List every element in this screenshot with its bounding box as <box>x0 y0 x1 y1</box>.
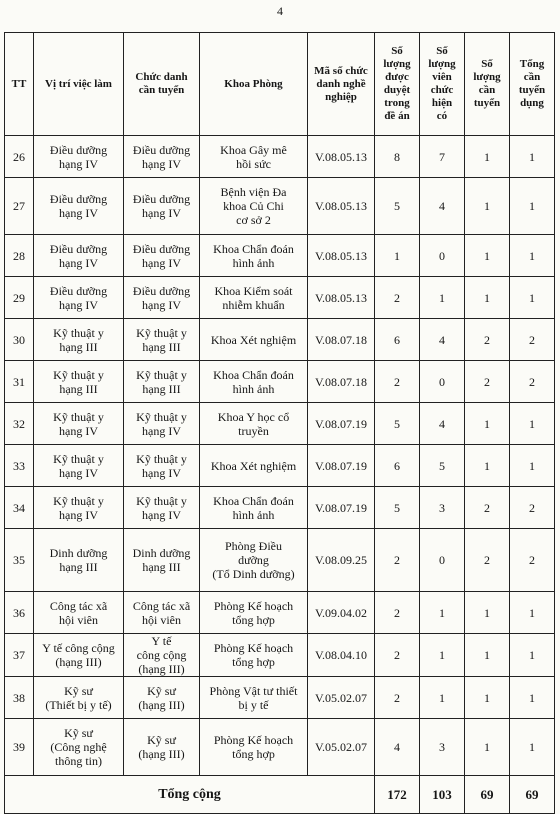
total-label: Tổng cộng <box>5 776 375 814</box>
row-approved: 2 <box>375 529 420 592</box>
row-total: 1 <box>510 235 555 277</box>
row-department: Khoa Gây mê hồi sức <box>200 136 308 178</box>
row-code: V.05.02.07 <box>308 719 375 776</box>
row-approved: 2 <box>375 592 420 634</box>
row-approved: 2 <box>375 634 420 677</box>
header-code: Mã số chức danh nghề nghiệp <box>308 33 375 136</box>
row-title: Kỹ sư (hạng III) <box>124 677 200 719</box>
row-current: 4 <box>420 178 465 235</box>
row-approved: 6 <box>375 319 420 361</box>
row-tt: 33 <box>5 445 34 487</box>
row-position: Công tác xã hội viên <box>34 592 124 634</box>
row-total: 2 <box>510 361 555 403</box>
row-position: Kỹ thuật y hạng III <box>34 319 124 361</box>
row-department: Phòng Kế hoạch tổng hợp <box>200 592 308 634</box>
row-tt: 29 <box>5 277 34 319</box>
row-tt: 27 <box>5 178 34 235</box>
row-approved: 5 <box>375 487 420 529</box>
total-row <box>5 776 555 814</box>
row-position: Điều dưỡng hạng IV <box>34 136 124 178</box>
row-needed: 2 <box>465 361 510 403</box>
row-current: 5 <box>420 445 465 487</box>
row-title: Kỹ thuật y hạng IV <box>124 403 200 445</box>
row-total: 1 <box>510 403 555 445</box>
row-total: 1 <box>510 277 555 319</box>
row-total: 2 <box>510 319 555 361</box>
row-title: Kỹ thuật y hạng IV <box>124 445 200 487</box>
row-approved: 5 <box>375 403 420 445</box>
row-approved: 6 <box>375 445 420 487</box>
table-row <box>5 592 555 634</box>
table-body <box>5 136 555 776</box>
row-current: 1 <box>420 677 465 719</box>
table-row <box>5 677 555 719</box>
row-position: Kỹ sư (Thiết bị y tế) <box>34 677 124 719</box>
row-total: 1 <box>510 592 555 634</box>
row-total: 2 <box>510 487 555 529</box>
row-position: Kỹ thuật y hạng IV <box>34 487 124 529</box>
row-needed: 2 <box>465 487 510 529</box>
row-position: Kỹ thuật y hạng IV <box>34 445 124 487</box>
row-title: Kỹ sư (hạng III) <box>124 719 200 776</box>
header-needed: Số lượng cần tuyển <box>465 33 510 136</box>
row-total: 2 <box>510 529 555 592</box>
row-tt: 37 <box>5 634 34 677</box>
total-recruit: 69 <box>510 776 555 814</box>
row-needed: 2 <box>465 319 510 361</box>
table-row <box>5 277 555 319</box>
table-row <box>5 487 555 529</box>
table-row <box>5 445 555 487</box>
row-current: 0 <box>420 361 465 403</box>
row-position: Điều dưỡng hạng IV <box>34 277 124 319</box>
row-total: 1 <box>510 634 555 677</box>
row-position: Điều dưỡng hạng IV <box>34 235 124 277</box>
row-tt: 26 <box>5 136 34 178</box>
table-row <box>5 178 555 235</box>
row-code: V.08.05.13 <box>308 136 375 178</box>
total-current: 103 <box>420 776 465 814</box>
row-approved: 2 <box>375 361 420 403</box>
row-code: V.08.07.19 <box>308 445 375 487</box>
row-needed: 1 <box>465 277 510 319</box>
row-code: V.08.05.13 <box>308 277 375 319</box>
row-code: V.08.07.18 <box>308 361 375 403</box>
table-row <box>5 136 555 178</box>
row-tt: 30 <box>5 319 34 361</box>
row-title: Dinh dưỡng hạng III <box>124 529 200 592</box>
row-current: 1 <box>420 592 465 634</box>
row-position: Điều dưỡng hạng IV <box>34 178 124 235</box>
row-needed: 1 <box>465 592 510 634</box>
row-department: Khoa Y học cổ truyền <box>200 403 308 445</box>
row-current: 1 <box>420 634 465 677</box>
row-title: Điều dưỡng hạng IV <box>124 277 200 319</box>
row-code: V.08.05.13 <box>308 235 375 277</box>
row-current: 7 <box>420 136 465 178</box>
row-needed: 1 <box>465 235 510 277</box>
row-code: V.08.04.10 <box>308 634 375 677</box>
row-tt: 32 <box>5 403 34 445</box>
row-title: Công tác xã hội viên <box>124 592 200 634</box>
row-code: V.08.07.18 <box>308 319 375 361</box>
row-department: Khoa Kiểm soát nhiễm khuẩn <box>200 277 308 319</box>
table-row <box>5 235 555 277</box>
row-department: Phòng Điều dưỡng (Tổ Dinh dưỡng) <box>200 529 308 592</box>
row-needed: 1 <box>465 634 510 677</box>
row-position: Kỹ sư (Công nghệ thông tin) <box>34 719 124 776</box>
row-title: Kỹ thuật y hạng III <box>124 319 200 361</box>
row-total: 1 <box>510 677 555 719</box>
row-total: 1 <box>510 136 555 178</box>
row-current: 3 <box>420 719 465 776</box>
row-approved: 8 <box>375 136 420 178</box>
row-department: Phòng Kế hoạch tổng hợp <box>200 719 308 776</box>
table-row <box>5 403 555 445</box>
row-position: Kỹ thuật y hạng IV <box>34 403 124 445</box>
page-number: 4 <box>277 4 283 18</box>
table-row <box>5 529 555 592</box>
header-current: Số lượng viên chức hiện có <box>420 33 465 136</box>
row-total: 1 <box>510 178 555 235</box>
row-current: 4 <box>420 403 465 445</box>
row-code: V.08.07.19 <box>308 487 375 529</box>
table-row <box>5 319 555 361</box>
row-department: Khoa Chẩn đoán hình ảnh <box>200 235 308 277</box>
row-tt: 39 <box>5 719 34 776</box>
row-needed: 1 <box>465 719 510 776</box>
header-row <box>5 33 555 136</box>
row-approved: 2 <box>375 677 420 719</box>
header-title: Chức danh cần tuyển <box>124 33 200 136</box>
row-department: Khoa Xét nghiệm <box>200 445 308 487</box>
row-tt: 38 <box>5 677 34 719</box>
total-needed: 69 <box>465 776 510 814</box>
row-code: V.08.07.19 <box>308 403 375 445</box>
row-code: V.09.04.02 <box>308 592 375 634</box>
row-needed: 1 <box>465 136 510 178</box>
row-tt: 28 <box>5 235 34 277</box>
total-approved: 172 <box>375 776 420 814</box>
row-department: Khoa Chẩn đoán hình ảnh <box>200 361 308 403</box>
row-approved: 5 <box>375 178 420 235</box>
row-position: Kỹ thuật y hạng III <box>34 361 124 403</box>
row-department: Phòng Kế hoạch tổng hợp <box>200 634 308 677</box>
row-title: Điều dưỡng hạng IV <box>124 136 200 178</box>
row-title: Điều dưỡng hạng IV <box>124 235 200 277</box>
row-approved: 4 <box>375 719 420 776</box>
row-department: Bệnh viện Đa khoa Củ Chi cơ sở 2 <box>200 178 308 235</box>
row-current: 1 <box>420 277 465 319</box>
row-approved: 2 <box>375 277 420 319</box>
header-position: Vị trí việc làm <box>34 33 124 136</box>
header-total: Tổng cần tuyển dụng <box>510 33 555 136</box>
row-approved: 1 <box>375 235 420 277</box>
table-row <box>5 719 555 776</box>
row-needed: 1 <box>465 445 510 487</box>
row-tt: 31 <box>5 361 34 403</box>
row-needed: 2 <box>465 529 510 592</box>
row-title: Y tế công cộng (hạng III) <box>124 634 200 677</box>
row-current: 4 <box>420 319 465 361</box>
row-code: V.08.09.25 <box>308 529 375 592</box>
table-row <box>5 634 555 677</box>
header-tt: TT <box>5 33 34 136</box>
row-title: Kỹ thuật y hạng III <box>124 361 200 403</box>
header-department: Khoa Phòng <box>200 33 308 136</box>
row-tt: 36 <box>5 592 34 634</box>
row-code: V.05.02.07 <box>308 677 375 719</box>
header-approved: Số lượng được duyệt trong đề án <box>375 33 420 136</box>
row-total: 1 <box>510 719 555 776</box>
row-needed: 1 <box>465 178 510 235</box>
row-position: Y tế công cộng (hạng III) <box>34 634 124 677</box>
row-code: V.08.05.13 <box>308 178 375 235</box>
recruitment-table <box>4 32 555 814</box>
row-needed: 1 <box>465 403 510 445</box>
row-title: Kỹ thuật y hạng IV <box>124 487 200 529</box>
row-current: 3 <box>420 487 465 529</box>
row-department: Khoa Chẩn đoán hình ảnh <box>200 487 308 529</box>
row-title: Điều dưỡng hạng IV <box>124 178 200 235</box>
row-tt: 35 <box>5 529 34 592</box>
row-current: 0 <box>420 235 465 277</box>
row-current: 0 <box>420 529 465 592</box>
row-tt: 34 <box>5 487 34 529</box>
row-needed: 1 <box>465 677 510 719</box>
row-position: Dinh dưỡng hạng III <box>34 529 124 592</box>
table-row <box>5 361 555 403</box>
row-department: Phòng Vật tư thiết bị y tế <box>200 677 308 719</box>
row-total: 1 <box>510 445 555 487</box>
row-department: Khoa Xét nghiệm <box>200 319 308 361</box>
